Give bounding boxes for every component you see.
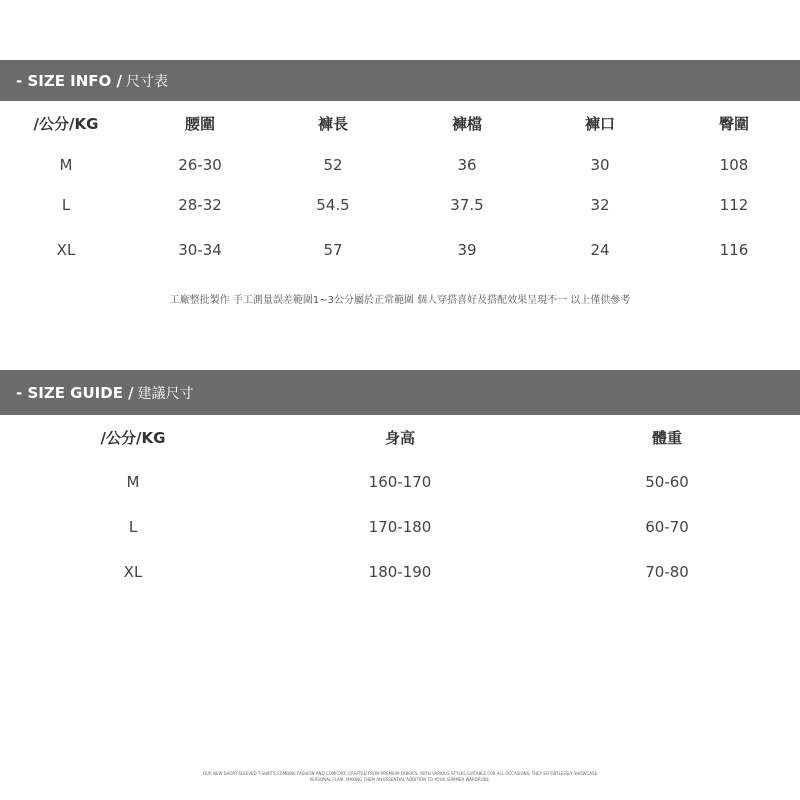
table-cell: 112 [719,196,749,214]
table-cell: 30 [590,156,610,174]
table-cell: 24 [590,241,610,259]
table-cell: 26-30 [178,156,222,174]
size-guide-title: - SIZE GUIDE / [16,383,134,402]
table-cell: 37.5 [450,196,484,214]
table-row [0,515,800,539]
column-header: /公分/KG [33,115,99,133]
column-header: 身高 [384,429,415,447]
table-row [0,193,800,217]
table-cell: 116 [719,241,749,259]
column-header: 褲口 [584,115,615,133]
column-header: 褲長 [317,115,348,133]
table-cell: 108 [719,156,749,174]
table-cell: 28-32 [178,196,222,214]
table-cell: XL [123,563,143,581]
table-cell: 160-170 [368,473,432,491]
measurement-note: 工廠整批製作 手工測量誤差範圍1~3公分屬於正常範圍 個人穿搭喜好及搭配效果呈現不一 以上僅供參考 [169,295,631,306]
size-guide-header [0,370,800,415]
table-cell: 32 [590,196,610,214]
table-cell: 70-80 [645,563,689,581]
table-cell: M [126,473,140,491]
table-cell: 60-70 [645,518,689,536]
table-row [0,153,800,177]
table-row [0,560,800,584]
table-cell: 36 [457,156,477,174]
size-info-subtitle: 尺寸表 [126,73,169,90]
table-cell: 57 [323,241,343,259]
size-guide-subtitle: 建議尺寸 [137,385,194,402]
table-cell: 50-60 [645,473,689,491]
table-cell: L [128,518,138,536]
table-cell: M [59,156,73,174]
size-info-title: - SIZE INFO / [16,71,123,90]
table-cell: 52 [323,156,343,174]
footer-text: OUR NEW SHORT-SLEEVED T-SHIRTS COMBINE FASHION AND COMFORT, CRAFTED FROM PREMIUM FABRICS. WITH VARIOUS STYLES SUITABLE FOR ALL OCCASIONS, THEY EFFORTLESSLY SHOWCASE PERSONAL FLAIR, MAKING THEM AN ESSENTIAL ADDITION TO YOUR SUMMER WARDROBE. [202,771,598,782]
column-header: 體重 [651,429,682,447]
table-cell: 39 [457,241,477,259]
column-header: /公分/KG [100,429,166,447]
table-cell: 180-190 [368,563,432,581]
table-cell: 30-34 [178,241,222,259]
table-cell: L [61,196,71,214]
table-cell: 170-180 [368,518,432,536]
column-header: 腰圍 [184,115,215,133]
table-row [0,238,800,262]
table-cell: XL [56,241,76,259]
table-header-row [0,426,800,450]
table-header-row [0,112,800,136]
column-header: 褲檔 [451,115,482,133]
size-info-header [0,60,800,101]
table-cell: 54.5 [316,196,350,214]
table-row [0,470,800,494]
column-header: 臀圍 [718,115,749,133]
